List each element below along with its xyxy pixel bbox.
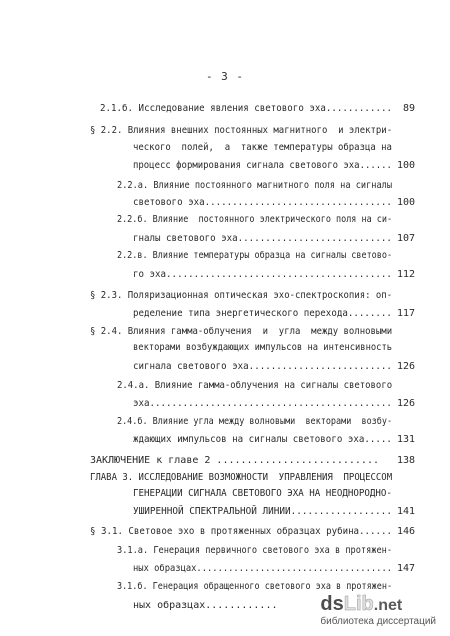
- toc-line: процесс формирования сигнала светового эха......: [133, 160, 392, 171]
- toc-page-number: 100: [396, 160, 415, 171]
- toc-line: ЗАКЛЮЧЕНИЕ к главе 2 ...........................: [90, 455, 379, 466]
- toc-line: ных образцах............: [133, 600, 278, 611]
- toc-line: § 2.2. Влияния внешних постоянных магнитного и электри-: [90, 125, 393, 136]
- toc-page-number: 126: [396, 398, 415, 409]
- toc-line: ных образцах.....................................: [133, 563, 393, 574]
- toc-line: § 2.3. Поляризационная оптическая эхо-спектроскопия: оп-: [90, 290, 393, 301]
- toc-line: сигнала светового эха..........................: [133, 361, 392, 372]
- toc-page-number: 112: [396, 269, 415, 280]
- toc-line: 3.1.б. Генерация обращенного светового эха в протяжен-: [117, 581, 393, 592]
- watermark: [320, 594, 436, 628]
- toc-page-number: 89: [402, 103, 415, 114]
- toc-line: векторами возбуждающих импульсов на интенсивность: [133, 342, 393, 353]
- dslib-logo: dsLib.net: [320, 593, 403, 615]
- watermark-subtitle: библиотека диссертаций: [320, 616, 436, 627]
- toc-page-number: 141: [396, 506, 415, 517]
- toc-line: гналы светового эха............................: [133, 233, 392, 244]
- toc-line: § 3.1. Световое эхо в протяженных образцах рубина......: [90, 526, 393, 537]
- toc-line: го эха.........................................: [133, 269, 392, 280]
- toc-page-number: 146: [396, 526, 415, 537]
- toc-page-number: 138: [396, 455, 415, 466]
- toc-page-number: 131: [396, 434, 415, 445]
- toc-page-number: 100: [396, 197, 415, 208]
- toc-line: ждающих импульсов на сигналы светового эха.....: [133, 434, 392, 445]
- toc-page-number: 147: [396, 563, 415, 574]
- toc-line: § 2.4. Влияния гамма-облучения и угла между волновыми: [90, 326, 393, 337]
- toc-line: 3.1.а. Генерация первичного светового эха в протяжен-: [117, 545, 393, 556]
- toc-line: ределение типа энергетического перехода........: [133, 308, 392, 319]
- toc-line: 2.2.а. Влияние постоянного магнитного поля на сигналы: [117, 180, 393, 191]
- toc-line: 2.2.б. Влияние постоянного электрического поля на си-: [117, 214, 393, 225]
- toc-line: УШИРЕННОЙ СПЕКТРАЛЬНОЙ ЛИНИИ..................: [133, 506, 392, 517]
- toc-line: светового эха..................................: [133, 197, 392, 208]
- toc-line: эха............................................: [133, 398, 392, 409]
- toc-page-number: 117: [396, 308, 415, 319]
- toc-line: 2.4.а. Влияние гамма-облучения на сигналы светового: [117, 380, 393, 391]
- toc-line: 2.2.в. Влияние температуры образца на сигналы светово-: [117, 250, 393, 261]
- toc-line: 2.4.б. Влияние угла между волновыми векторами возбу-: [117, 416, 393, 427]
- toc-line: 2.1.б. Исследование явления светового эха............: [100, 103, 392, 114]
- toc-page-number: 126: [396, 361, 415, 372]
- toc-line: ГЕНЕРАЦИИ СИГНАЛА СВЕТОВОГО ЭХА НА НЕОДНОРОДНО-: [133, 488, 392, 499]
- toc-line: ческого полей, а также температуры образца на: [133, 142, 392, 153]
- toc-page-number: 107: [396, 233, 415, 244]
- page-number: - 3 -: [205, 70, 245, 83]
- toc-line: ГЛАВА 3. ИССЛЕДОВАНИЕ ВОЗМОЖНОСТИ УПРАВЛЕНИЯ ПРОЦЕССОМ: [90, 472, 393, 483]
